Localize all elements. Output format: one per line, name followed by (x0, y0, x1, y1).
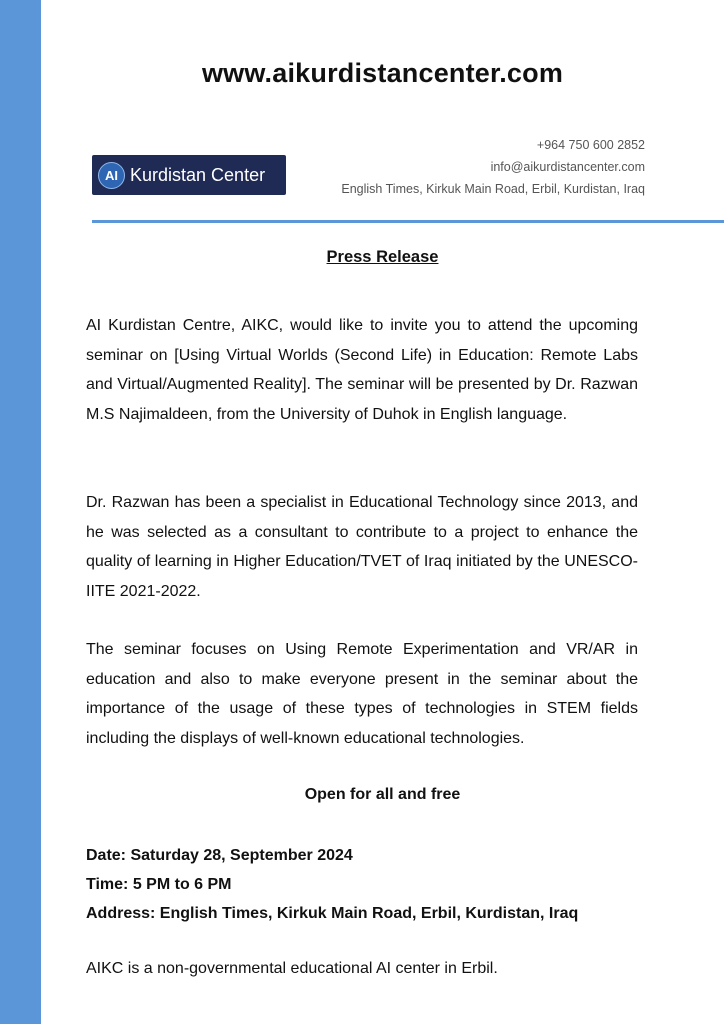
press-release-heading: Press Release (326, 248, 439, 266)
organization-note: AIKC is a non-governmental educational AI center in Erbil. (86, 960, 498, 977)
contact-phone: +964 750 600 2852 (536, 138, 645, 152)
contact-address: English Times, Kirkuk Main Road, Erbil, Kurdistan, Iraq (341, 182, 645, 196)
event-time: Time: 5 PM to 6 PM (86, 876, 232, 893)
header-divider (92, 220, 724, 223)
logo-text: Kurdistan Center (130, 164, 266, 185)
logo-ai-icon: AI (98, 162, 125, 189)
event-address: Address: English Times, Kirkuk Main Road, Erbil, Kurdistan, Iraq (86, 905, 579, 922)
paragraph-seminar-focus: The seminar focuses on Using Remote Experimentation and VR/AR in education and also to make everyone present in the seminar about the importance of the usage of these types of technologies in STEM fields including the displays of well-known educational technologies. (86, 641, 638, 747)
paragraph-invitation: AI Kurdistan Centre, AIKC, would like to invite you to attend the upcoming seminar on [Using Virtual Worlds (Second Life) in Education: Remote Labs and Virtual/Augmented Reality]. The seminar will be presented by Dr. Razwan M.S Najimaldeen, from the University of Duhok in English language. (86, 317, 638, 423)
contact-email: info@aikurdistancenter.com (490, 160, 645, 174)
website-url: www.aikurdistancenter.com (201, 58, 564, 88)
ai-kurdistan-center-logo (92, 155, 286, 195)
paragraph-presenter-bio: Dr. Razwan has been a specialist in Educational Technology since 2013, and he was selected as a consultant to contribute to a project to enhance the quality of learning in Higher Education/TVET of Iraq initiated by the UNESCO-IITE 2021-2022. (86, 494, 638, 600)
event-details (86, 841, 578, 928)
contact-block (341, 134, 645, 200)
left-accent-bar (0, 0, 41, 1024)
event-date: Date: Saturday 28, September 2024 (86, 847, 353, 864)
open-for-all-note: Open for all and free (304, 786, 461, 803)
